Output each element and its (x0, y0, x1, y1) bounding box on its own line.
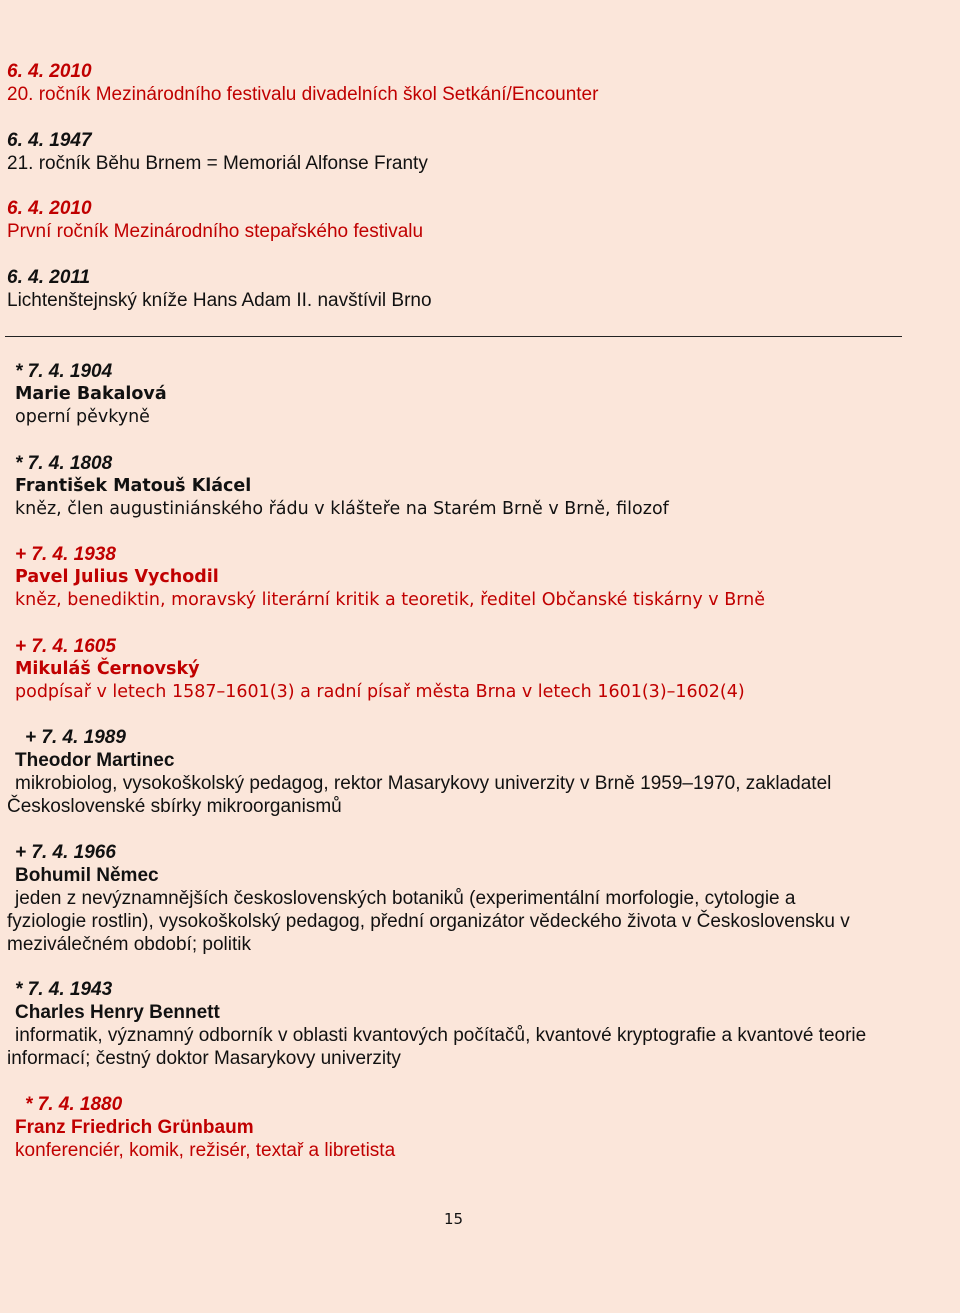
person-date: * 7. 4. 1880 (25, 1094, 123, 1115)
person-date: * 7. 4. 1904 (15, 361, 113, 382)
person-desc: Československé sbírky mikroorganismů (7, 796, 342, 817)
event-text: První ročník Mezinárodního stepařského festivalu (7, 221, 424, 242)
event-date: 6. 4. 1947 (7, 130, 92, 151)
person-name: Theodor Martinec (15, 750, 175, 771)
event-date: 6. 4. 2010 (7, 61, 92, 82)
person-date: * 7. 4. 1943 (15, 979, 113, 1000)
person-date: + 7. 4. 1605 (15, 636, 116, 657)
person-desc: informací; čestný doktor Masarykovy univerzity (7, 1048, 401, 1069)
event-date: 6. 4. 2010 (7, 198, 92, 219)
person-desc: fyziologie rostlin), vysokoškolský pedagog, přední organizátor vědeckého života v Československu v (7, 911, 850, 932)
person-date: + 7. 4. 1938 (15, 544, 116, 565)
person-name: Mikuláš Černovský (15, 659, 200, 679)
event-text: 20. ročník Mezinárodního festivalu divadelních škol Setkání/Encounter (7, 84, 599, 105)
person-desc: jeden z nevýznamnějších československých botaniků (experimentální morfologie, cytologie a (15, 888, 796, 909)
page-number: 15 (443, 1210, 464, 1228)
person-name: Franz Friedrich Grünbaum (15, 1117, 254, 1138)
person-name: Charles Henry Bennett (15, 1002, 220, 1023)
person-name: Pavel Julius Vychodil (15, 567, 219, 587)
person-date: + 7. 4. 1989 (25, 727, 126, 748)
person-desc: kněz, benediktin, moravský literární kritik a teoretik, ředitel Občanské tiskárny v Brně (15, 590, 765, 610)
person-desc: podpísař v letech 1587–1601(3) a radní písař města Brna v letech 1601(3)–1602(4) (15, 682, 745, 702)
person-desc: mikrobiolog, vysokoškolský pedagog, rektor Masarykovy univerzity v Brně 1959–1970, zakladatel (15, 773, 832, 794)
person-desc: meziválečném období; politik (7, 934, 251, 955)
person-desc: kněz, člen augustiniánského řádu v klášteře na Starém Brně v Brně, filozof (15, 499, 669, 519)
person-date: + 7. 4. 1966 (15, 842, 116, 863)
person-desc: informatik, významný odborník v oblasti kvantových počítačů, kvantové kryptografie a kvantové teorie (15, 1025, 867, 1046)
person-date: * 7. 4. 1808 (15, 453, 113, 474)
event-date: 6. 4. 2011 (7, 267, 91, 288)
event-text: 21. ročník Běhu Brnem = Memoriál Alfonse Franty (7, 153, 428, 174)
person-name: František Matouš Klácel (15, 476, 252, 496)
person-desc: operní pěvkyně (15, 407, 150, 427)
person-name: Marie Bakalová (15, 384, 167, 404)
section-divider (5, 336, 902, 337)
event-text: Lichtenštejnský kníže Hans Adam II. navštívil Brno (7, 290, 432, 311)
person-desc: konferenciér, komik, režisér, textař a libretista (15, 1140, 396, 1161)
person-name: Bohumil Němec (15, 865, 159, 886)
